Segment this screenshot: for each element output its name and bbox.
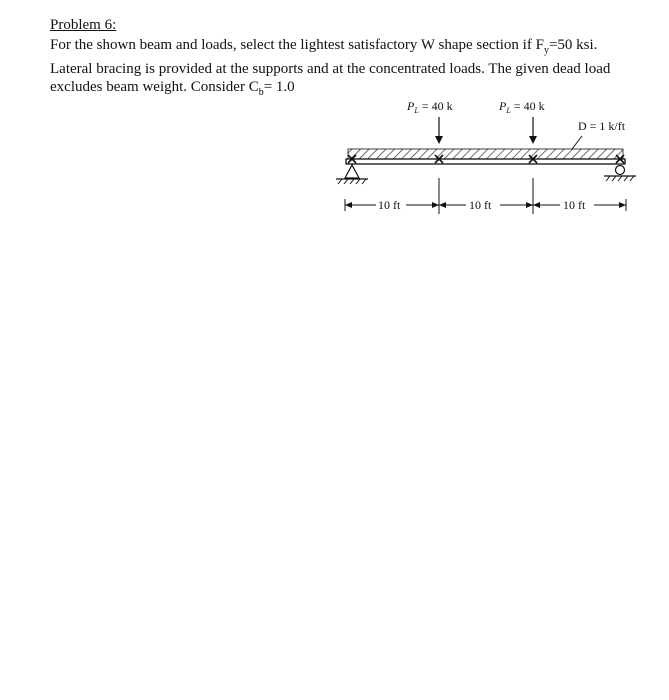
distributed-load-label: D = 1 k/ft: [578, 119, 626, 133]
load2-arrow: [529, 117, 537, 144]
distributed-load-leader: [572, 136, 582, 149]
fy-subscript: y: [543, 45, 549, 56]
statement-line1-b: =50 ksi.: [548, 37, 598, 53]
beam-diagram: [0, 0, 669, 240]
statement-line2: Lateral bracing is provided at the supports and at the concentrated loads. The given dead load: [50, 61, 611, 77]
beam: [346, 159, 625, 164]
span1-label: 10 ft: [378, 198, 401, 212]
load1-arrow: [435, 117, 443, 144]
span2-label: 10 ft: [469, 198, 492, 212]
load1-label: $P_L = 40$ k: [407, 99, 453, 115]
distributed-load-band: [348, 149, 623, 159]
statement-line3-a: excludes beam weight. Consider C: [50, 79, 259, 95]
statement-line3-b: = 1.0: [263, 79, 295, 95]
cb-subscript: b: [258, 87, 264, 98]
load2-label: $P_L = 40$ k: [499, 99, 545, 115]
problem-title: Problem 6:: [50, 17, 117, 33]
span3-label: 10 ft: [563, 198, 586, 212]
statement-line1-a: For the shown beam and loads, select the lightest satisfactory W shape section if F: [50, 37, 544, 53]
